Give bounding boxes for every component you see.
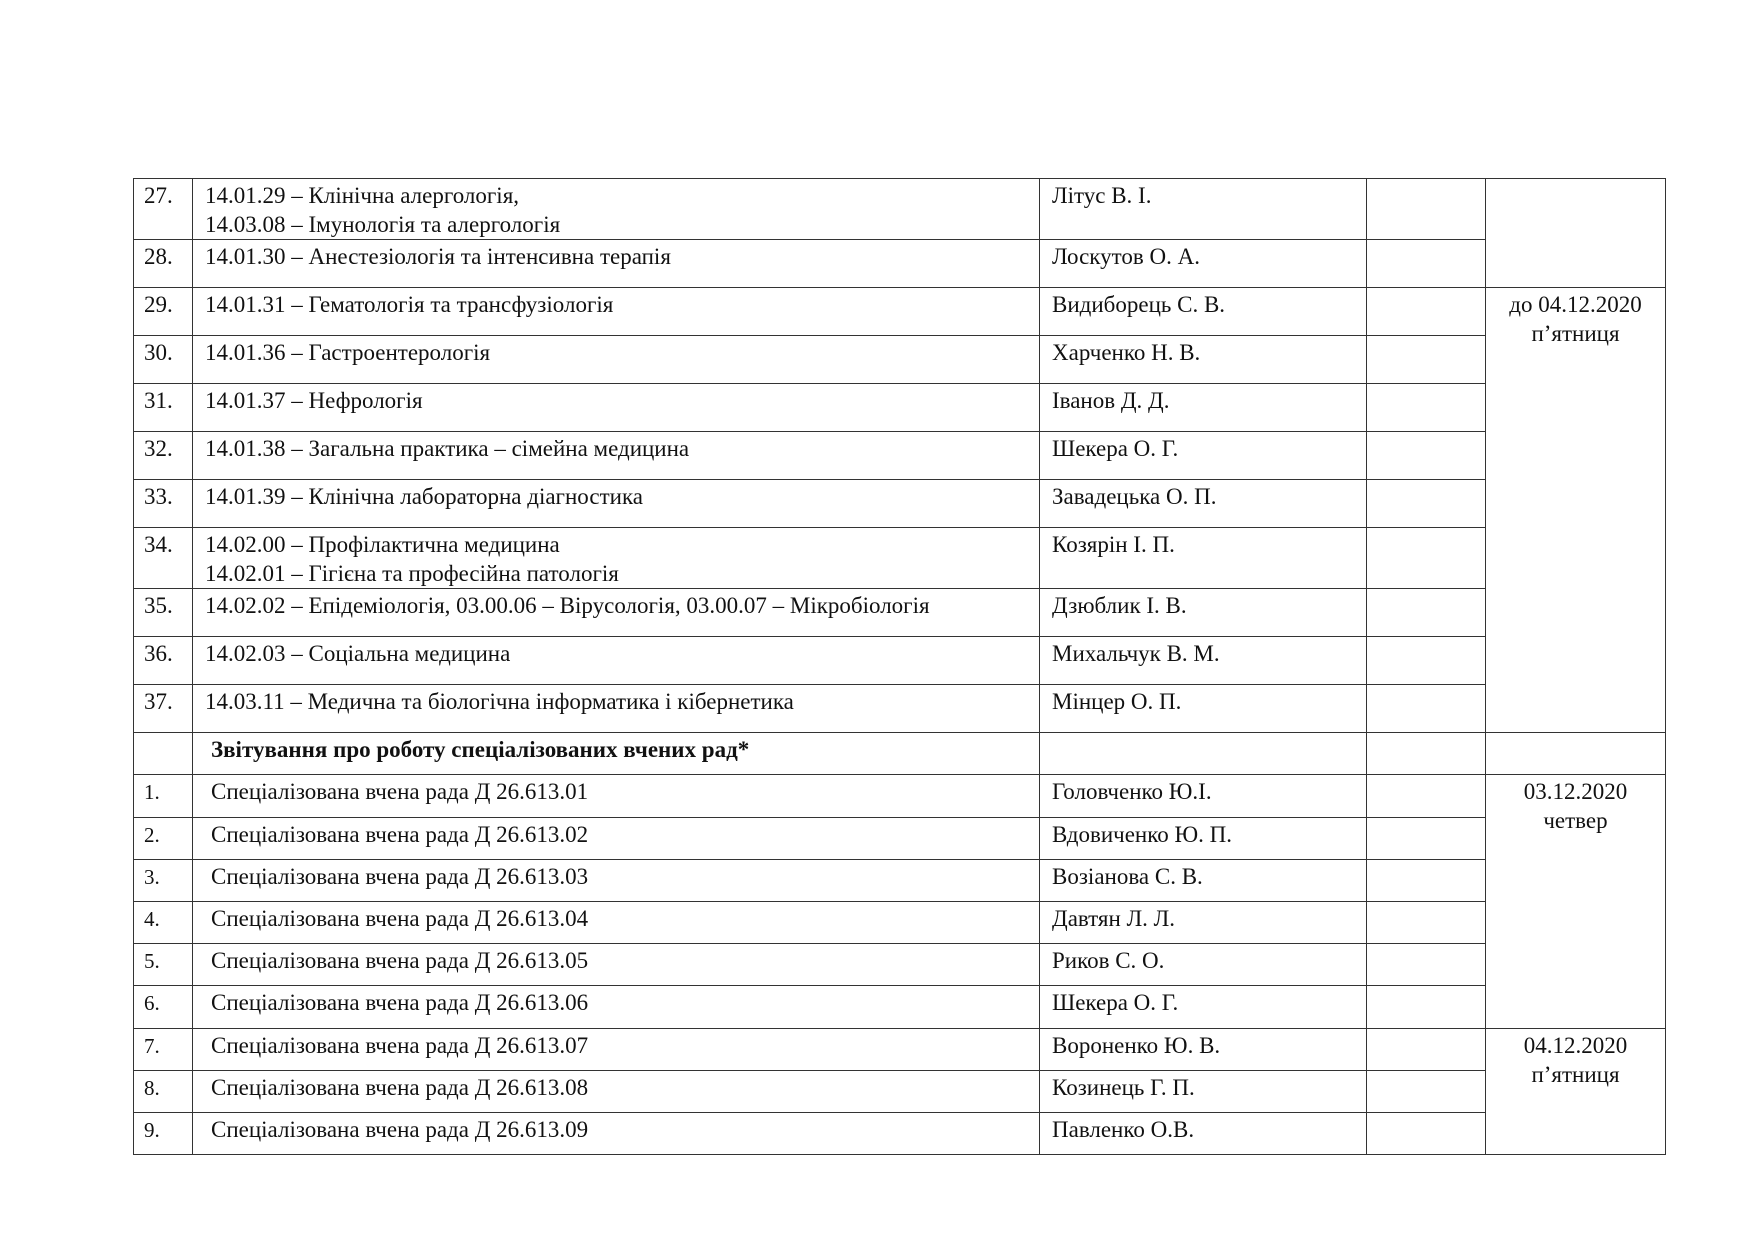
empty-cell — [1367, 685, 1486, 733]
council-cell — [193, 775, 1040, 818]
responsible-person-cell — [1040, 336, 1367, 384]
specialty-line: 14.01.39 – Клінічна лабораторна діагностика — [205, 484, 643, 509]
empty-cell — [1367, 733, 1486, 775]
specialty-line: 14.02.00 – Профілактична медицина — [205, 532, 560, 557]
empty-cell — [1367, 179, 1486, 240]
responsible-person: Павленко О.В. — [1052, 1117, 1195, 1142]
row-number-text: 1. — [144, 780, 160, 804]
specialty-cell — [193, 432, 1040, 480]
empty-cell — [1367, 432, 1486, 480]
table-row — [134, 480, 1666, 528]
responsible-person: Возіанова С. В. — [1052, 864, 1203, 889]
table-row — [134, 637, 1666, 685]
row-number-text: 35. — [144, 593, 173, 618]
council-cell — [193, 860, 1040, 902]
row-number — [134, 944, 193, 986]
empty-cell — [1367, 480, 1486, 528]
council-cell — [193, 818, 1040, 860]
council-name: Спеціалізована вчена рада Д 26.613.03 — [211, 864, 589, 889]
row-number — [134, 336, 193, 384]
responsible-person: Михальчук В. М. — [1052, 641, 1220, 666]
row-number-text: 6. — [144, 991, 160, 1015]
section-heading: Звітування про роботу спеціалізованих вчених рад* — [211, 737, 750, 762]
responsible-person-cell — [1040, 1113, 1367, 1155]
date-line: четвер — [1543, 808, 1608, 833]
empty-cell — [1367, 1113, 1486, 1155]
empty-cell — [1040, 733, 1367, 775]
responsible-person: Давтян Л. Л. — [1052, 906, 1176, 931]
specialty-cell — [193, 528, 1040, 589]
responsible-person-cell — [1040, 589, 1367, 637]
responsible-person: Вдовиченко Ю. П. — [1052, 822, 1232, 847]
council-name: Спеціалізована вчена рада Д 26.613.07 — [211, 1033, 589, 1058]
specialty-line: 14.01.38 – Загальна практика – сімейна медицина — [205, 436, 690, 461]
responsible-person: Шекера О. Г. — [1052, 990, 1179, 1015]
empty-cell — [1367, 589, 1486, 637]
specialty-line: 14.01.36 – Гастроентерологія — [205, 340, 491, 365]
responsible-person-cell — [1040, 288, 1367, 336]
row-number — [134, 240, 193, 288]
council-name: Спеціалізована вчена рада Д 26.613.01 — [211, 779, 589, 804]
specialty-cell — [193, 480, 1040, 528]
specialty-line: 14.03.08 – Імунологія та алергологія — [205, 212, 561, 237]
specialty-cell — [193, 637, 1040, 685]
council-name: Спеціалізована вчена рада Д 26.613.05 — [211, 948, 589, 973]
council-cell — [193, 944, 1040, 986]
responsible-person: Видиборець С. В. — [1052, 292, 1226, 317]
specialty-cell — [193, 589, 1040, 637]
row-number — [134, 986, 193, 1029]
specialty-line: 14.02.03 – Соціальна медицина — [205, 641, 511, 666]
date-line: п’ятниця — [1531, 1062, 1620, 1087]
row-number-text: 8. — [144, 1076, 160, 1100]
table-row — [134, 775, 1666, 818]
council-name: Спеціалізована вчена рада Д 26.613.08 — [211, 1075, 589, 1100]
responsible-person: Літус В. І. — [1052, 183, 1152, 208]
specialty-cell — [193, 288, 1040, 336]
date-cell — [1486, 288, 1666, 733]
table-row — [134, 1113, 1666, 1155]
empty-cell — [1367, 288, 1486, 336]
specialty-line: 14.02.01 – Гігієна та професійна патологія — [205, 561, 619, 586]
row-number-text: 33. — [144, 484, 173, 509]
responsible-person: Лоскутов О. А. — [1052, 244, 1200, 269]
row-number-text: 27. — [144, 183, 173, 208]
row-number-text: 31. — [144, 388, 173, 413]
row-number — [134, 1029, 193, 1071]
specialty-line: 14.01.31 – Гематологія та трансфузіологія — [205, 292, 614, 317]
empty-cell — [1367, 775, 1486, 818]
responsible-person-cell — [1040, 986, 1367, 1029]
row-number — [134, 528, 193, 589]
responsible-person-cell — [1040, 775, 1367, 818]
empty-cell — [1367, 944, 1486, 986]
empty-cell — [1367, 902, 1486, 944]
row-number-text: 32. — [144, 436, 173, 461]
row-number-text: 2. — [144, 823, 160, 847]
responsible-person: Козинець Г. П. — [1052, 1075, 1195, 1100]
table-row — [134, 336, 1666, 384]
specialty-cell — [193, 336, 1040, 384]
date-line: п’ятниця — [1531, 321, 1620, 346]
specialty-cell — [193, 179, 1040, 240]
row-number — [134, 1113, 193, 1155]
empty-cell — [1367, 986, 1486, 1029]
date-cell — [1486, 1029, 1666, 1155]
empty-cell — [1367, 1071, 1486, 1113]
table-row — [134, 860, 1666, 902]
section-heading-cell — [193, 733, 1040, 775]
table-row — [134, 432, 1666, 480]
table-row — [134, 986, 1666, 1029]
table-row — [134, 1071, 1666, 1113]
council-cell — [193, 1029, 1040, 1071]
council-name: Спеціалізована вчена рада Д 26.613.04 — [211, 906, 589, 931]
specialty-line: 14.02.02 – Епідеміологія, 03.00.06 – Вірусологія, 03.00.07 – Мікробіологія — [205, 593, 930, 618]
row-number — [134, 818, 193, 860]
row-number-text: 37. — [144, 689, 173, 714]
table-row — [134, 179, 1666, 240]
council-cell — [193, 1071, 1040, 1113]
responsible-person-cell — [1040, 685, 1367, 733]
date-line: до 04.12.2020 — [1509, 292, 1642, 317]
empty-cell — [1367, 637, 1486, 685]
specialty-cell — [193, 685, 1040, 733]
council-cell — [193, 986, 1040, 1029]
responsible-person-cell — [1040, 818, 1367, 860]
row-number — [134, 288, 193, 336]
schedule-table — [133, 178, 1666, 1155]
row-number — [134, 384, 193, 432]
responsible-person-cell — [1040, 432, 1367, 480]
table-row — [134, 528, 1666, 589]
table-row — [134, 685, 1666, 733]
responsible-person: Головченко Ю.І. — [1052, 779, 1212, 804]
responsible-person-cell — [1040, 240, 1367, 288]
table-row — [134, 384, 1666, 432]
specialty-line: 14.01.37 – Нефрологія — [205, 388, 423, 413]
specialty-cell — [193, 240, 1040, 288]
empty-cell — [1367, 528, 1486, 589]
row-number-text: 30. — [144, 340, 173, 365]
responsible-person-cell — [1040, 528, 1367, 589]
empty-cell — [134, 733, 193, 775]
responsible-person-cell — [1040, 944, 1367, 986]
row-number-text: 28. — [144, 244, 173, 269]
specialty-line: 14.01.30 – Анестезіологія та інтенсивна терапія — [205, 244, 671, 269]
section-heading-row — [134, 733, 1666, 775]
row-number-text: 5. — [144, 949, 160, 973]
responsible-person-cell — [1040, 860, 1367, 902]
responsible-person: Мінцер О. П. — [1052, 689, 1182, 714]
council-name: Спеціалізована вчена рада Д 26.613.09 — [211, 1117, 589, 1142]
empty-cell — [1367, 384, 1486, 432]
row-number-text: 36. — [144, 641, 173, 666]
responsible-person-cell — [1040, 480, 1367, 528]
row-number — [134, 637, 193, 685]
responsible-person: Іванов Д. Д. — [1052, 388, 1170, 413]
date-line: 03.12.2020 — [1523, 779, 1628, 804]
table-row — [134, 1029, 1666, 1071]
council-name: Спеціалізована вчена рада Д 26.613.06 — [211, 990, 589, 1015]
responsible-person: Козярін І. П. — [1052, 532, 1175, 557]
row-number — [134, 480, 193, 528]
council-cell — [193, 902, 1040, 944]
responsible-person-cell — [1040, 384, 1367, 432]
row-number — [134, 685, 193, 733]
row-number-text: 34. — [144, 532, 173, 557]
responsible-person-cell — [1040, 637, 1367, 685]
responsible-person: Шекера О. Г. — [1052, 436, 1179, 461]
council-name: Спеціалізована вчена рада Д 26.613.02 — [211, 822, 589, 847]
empty-cell — [1367, 860, 1486, 902]
row-number — [134, 902, 193, 944]
table-row — [134, 288, 1666, 336]
row-number — [134, 860, 193, 902]
row-number-text: 29. — [144, 292, 173, 317]
row-number — [134, 775, 193, 818]
table-row — [134, 589, 1666, 637]
specialty-cell — [193, 384, 1040, 432]
specialty-line: 14.01.29 – Клінічна алергологія, — [205, 183, 520, 208]
responsible-person-cell — [1040, 902, 1367, 944]
row-number-text: 4. — [144, 907, 160, 931]
empty-cell — [1367, 336, 1486, 384]
table-row — [134, 944, 1666, 986]
table-row — [134, 818, 1666, 860]
responsible-person-cell — [1040, 1029, 1367, 1071]
responsible-person: Харченко Н. В. — [1052, 340, 1201, 365]
row-number — [134, 179, 193, 240]
table-row — [134, 902, 1666, 944]
row-number-text: 9. — [144, 1118, 160, 1142]
date-line: 04.12.2020 — [1523, 1033, 1628, 1058]
row-number — [134, 432, 193, 480]
row-number — [134, 589, 193, 637]
empty-cell — [1367, 240, 1486, 288]
row-number — [134, 1071, 193, 1113]
empty-cell — [1367, 1029, 1486, 1071]
specialty-line: 14.03.11 – Медична та біологічна інформатика і кібернетика — [205, 689, 794, 714]
responsible-person-cell — [1040, 179, 1367, 240]
responsible-person: Вороненко Ю. В. — [1052, 1033, 1221, 1058]
council-cell — [193, 1113, 1040, 1155]
empty-cell — [1486, 733, 1666, 775]
row-number-text: 3. — [144, 865, 160, 889]
responsible-person: Дзюблик І. В. — [1052, 593, 1187, 618]
responsible-person: Риков С. О. — [1052, 948, 1165, 973]
date-cell-empty — [1486, 179, 1666, 288]
responsible-person: Завадецька О. П. — [1052, 484, 1217, 509]
row-number-text: 7. — [144, 1034, 160, 1058]
responsible-person-cell — [1040, 1071, 1367, 1113]
table-row — [134, 240, 1666, 288]
empty-cell — [1367, 818, 1486, 860]
date-cell — [1486, 775, 1666, 1029]
